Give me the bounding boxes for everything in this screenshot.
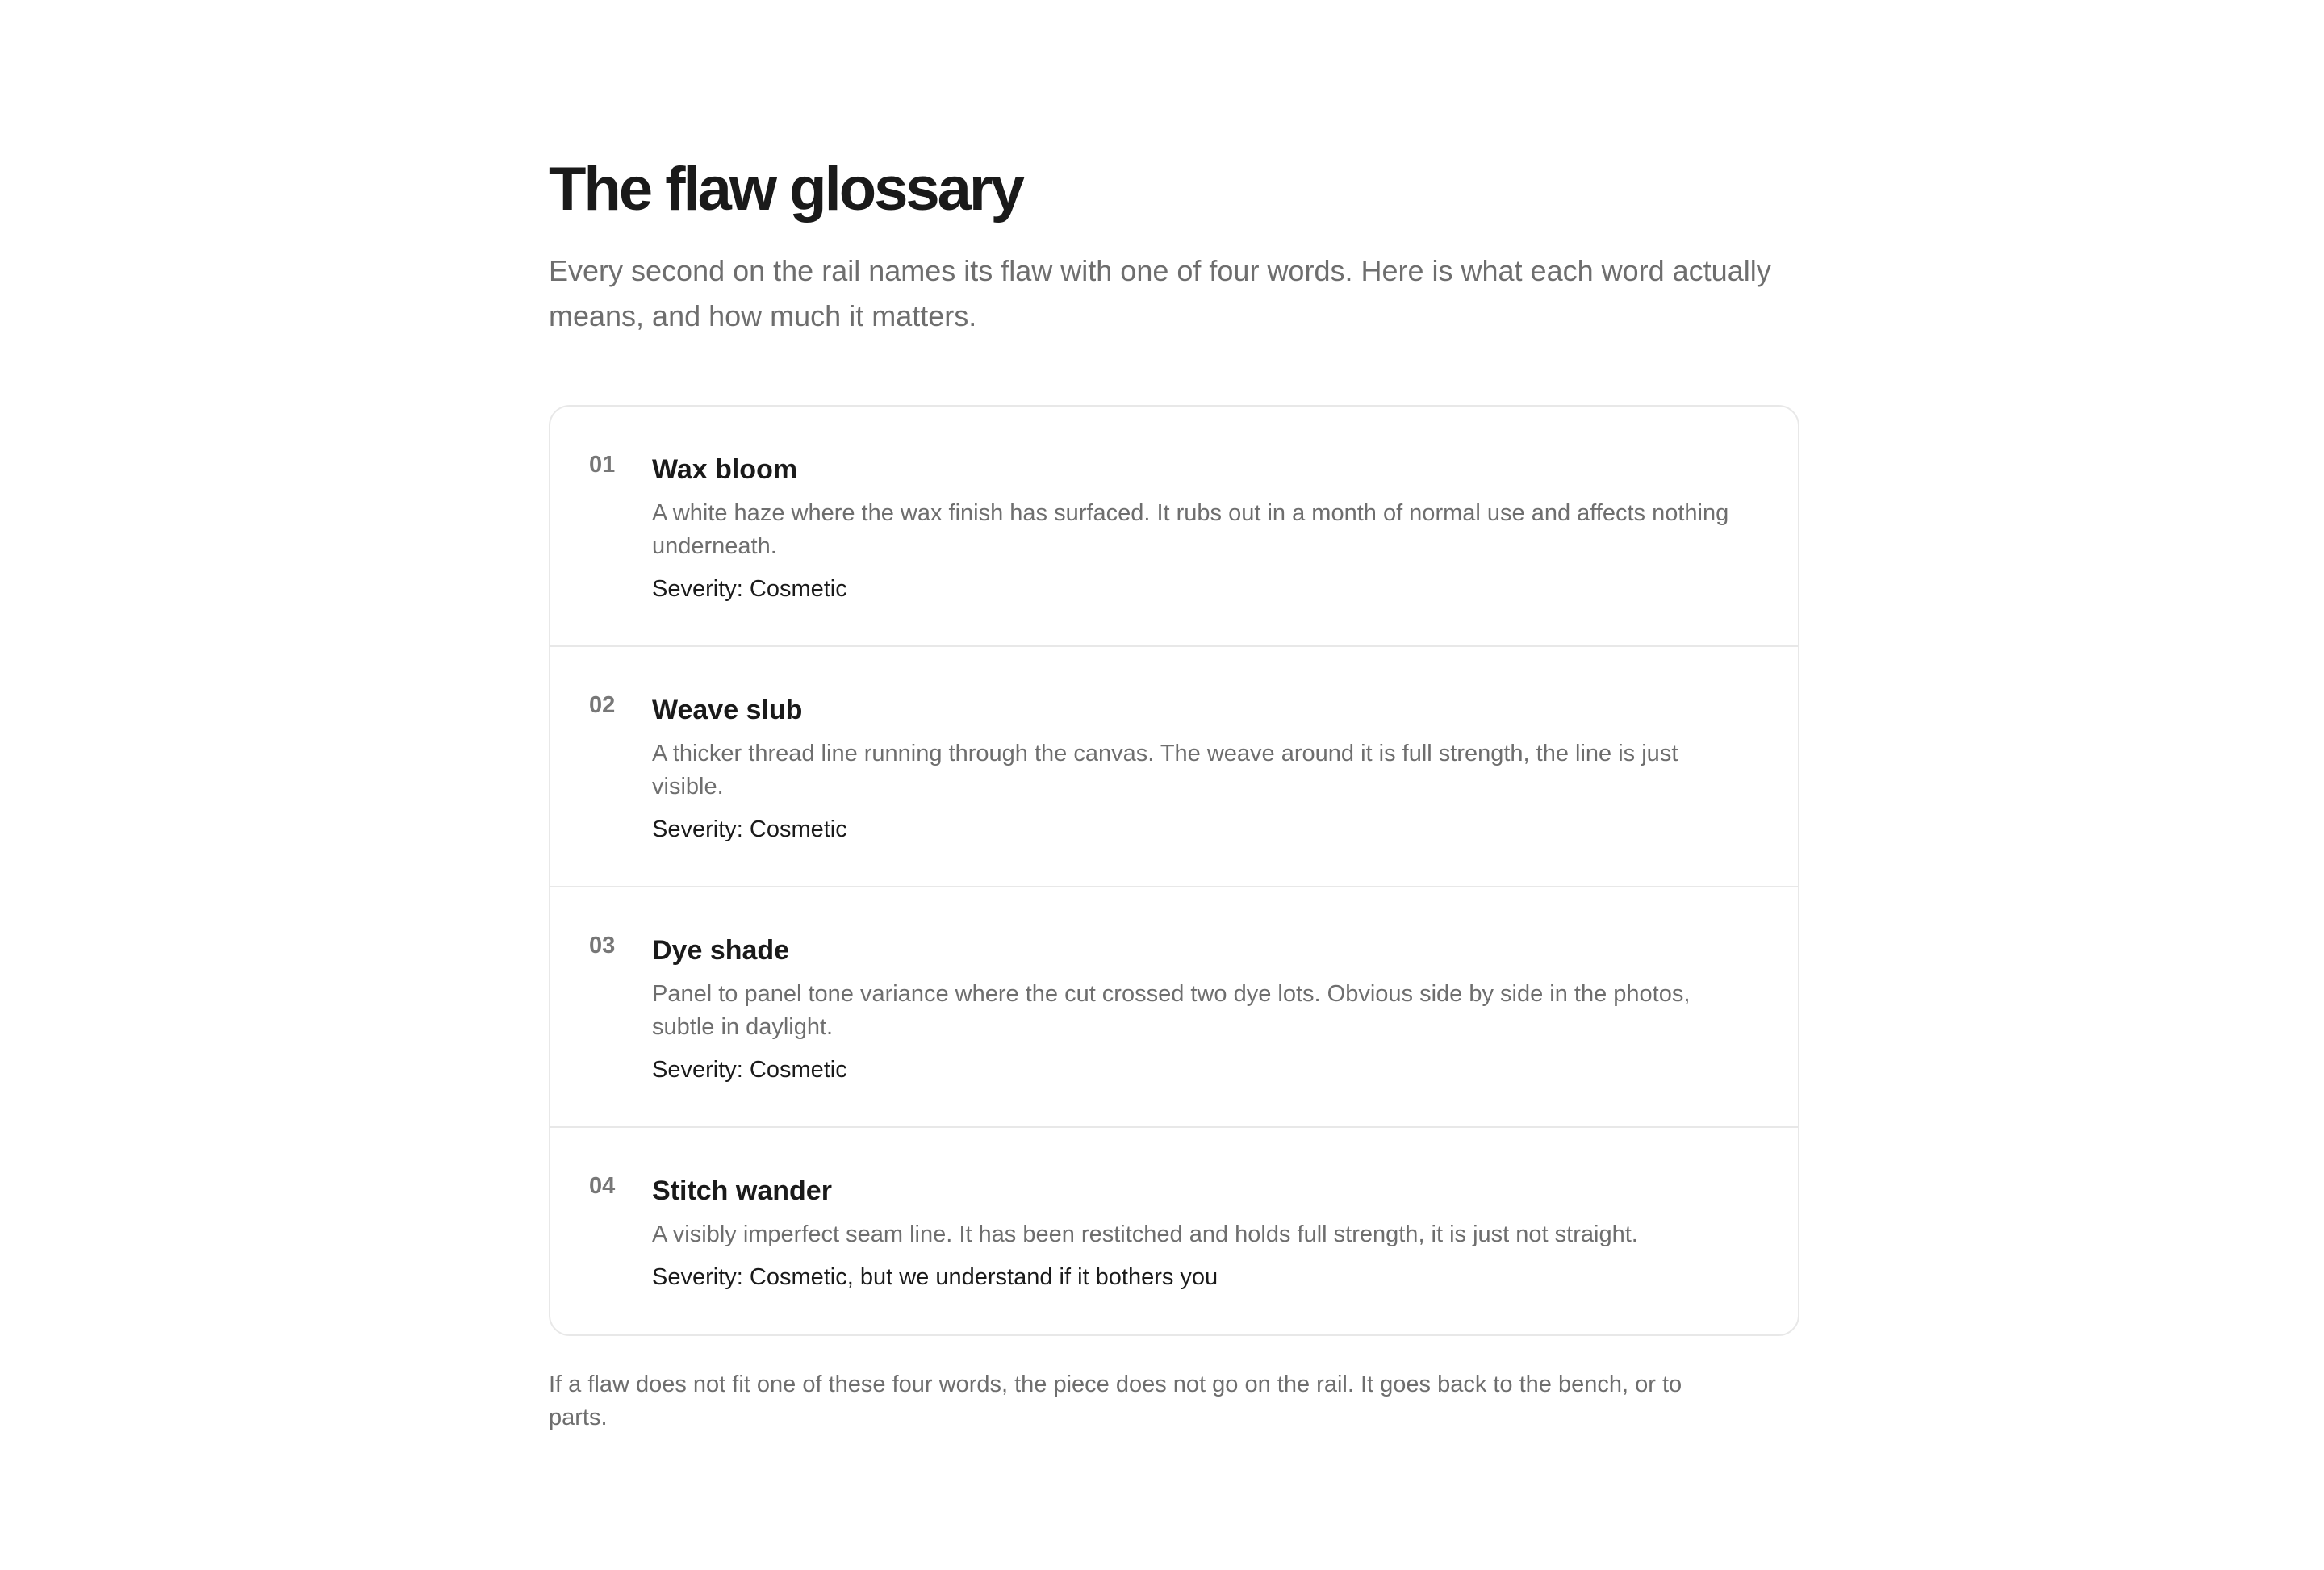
entry-severity: Severity: Cosmetic xyxy=(652,1057,847,1083)
entry-body xyxy=(652,928,1798,1126)
entry-description: Panel to panel tone variance where the cut crossed two dye lots. Obvious side by side in the photos, subtle in daylight. xyxy=(652,981,1691,1040)
entry-number: 03 xyxy=(589,933,616,958)
entry-number: 04 xyxy=(589,1173,616,1199)
footer-note: If a flaw does not fit one of these four words, the piece does not go on the rail. It goes back to the bench, or to parts. xyxy=(549,1372,1682,1430)
entry-body xyxy=(652,447,1798,645)
glossary-entry-weave-slub xyxy=(550,647,1798,887)
glossary-list xyxy=(549,405,1799,1336)
entry-description: A thicker thread line running through the canvas. The weave around it is full strength, the line is just visible. xyxy=(652,741,1678,800)
page-intro: Every second on the rail names its flaw with one of four words. Here is what each word actually means, and how much it matters. xyxy=(549,254,1771,332)
entry-body xyxy=(652,687,1798,886)
entry-body xyxy=(652,1168,1798,1334)
entry-severity: Severity: Cosmetic, but we understand if it bothers you xyxy=(652,1264,1218,1290)
entry-severity: Severity: Cosmetic xyxy=(652,576,847,602)
entry-number: 02 xyxy=(589,692,616,718)
entry-number: 01 xyxy=(589,452,616,478)
page-title: The flaw glossary xyxy=(549,155,1022,223)
glossary-entry-wax-bloom xyxy=(550,407,1798,647)
entry-term: Weave slub xyxy=(652,695,803,725)
glossary-entry-dye-shade xyxy=(550,887,1798,1128)
entry-description: A white haze where the wax finish has surfaced. It rubs out in a month of normal use and affects nothing underneath. xyxy=(652,500,1729,559)
glossary-page xyxy=(549,153,1801,1434)
entry-severity: Severity: Cosmetic xyxy=(652,816,847,842)
entry-description: A visibly imperfect seam line. It has been restitched and holds full strength, it is just not straight. xyxy=(652,1221,1638,1247)
entry-term: Wax bloom xyxy=(652,454,798,485)
entry-term: Stitch wander xyxy=(652,1175,832,1206)
glossary-entry-stitch-wander xyxy=(550,1128,1798,1334)
entry-term: Dye shade xyxy=(652,935,790,966)
